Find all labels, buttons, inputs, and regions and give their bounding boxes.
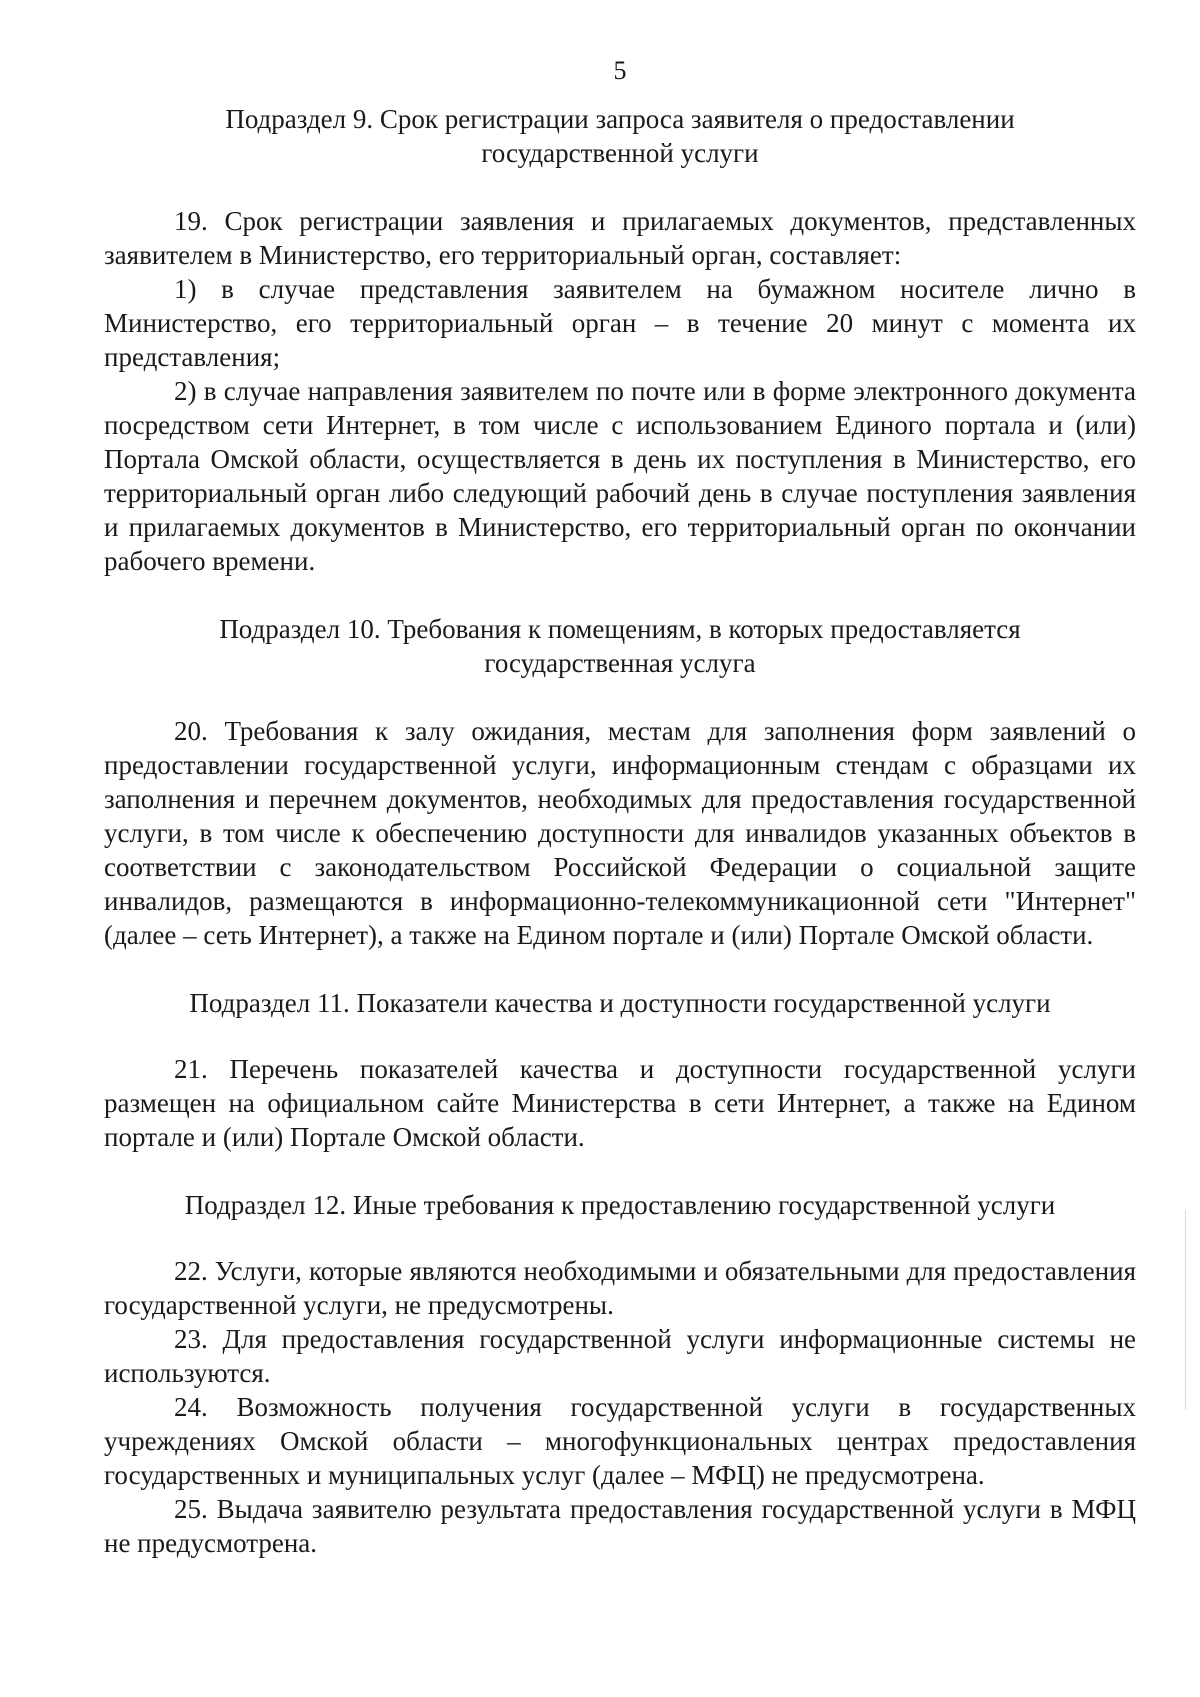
paragraph-21: 21. Перечень показателей качества и доступности государственной услуги размещен на официальном сайте Министерства в сети Интернет, а также на Едином портале и (или) Портале Омской области.	[104, 1054, 1136, 1152]
paragraph-19-item-2: 2) в случае направления заявителем по почте или в форме электронного документа посредством сети Интернет, в том числе с использованием Единого портала и (или) Портала Омской области, осуществляется в день их поступления в Министерство, его территориальный орган либо следующий рабочий день в случае поступления заявления и прилагаемых документов в Министерство, его территориальный орган по окончании рабочего времени.	[104, 376, 1136, 576]
scan-edge-line	[1185, 1210, 1186, 1410]
paragraph-20: 20. Требования к залу ожидания, местам для заполнения форм заявлений о предоставлении государственной услуги, информационным стендам с образцами их заполнения и перечнем документов, необходимых для предоставления государственной услуги, в том числе к обеспечению доступности для инвалидов указанных объектов в соответствии с законодательством Российской Федерации о социальной защите инвалидов, размещаются в информационно-телекоммуникационной сети "Интернет" (далее – сеть Интернет), а также на Едином портале и (или) Портале Омской области.	[104, 716, 1136, 950]
page-number: 5	[613, 56, 627, 85]
paragraph-19-item-1: 1) в случае представления заявителем на бумажном носителе лично в Министерство, его территориальный орган – в течение 20 минут с момента их представления;	[104, 274, 1136, 372]
subsection-heading-11: Подраздел 11. Показатели качества и доступности государственной услуги	[189, 988, 1051, 1018]
paragraph-23: 23. Для предоставления государственной услуги информационные системы не используются.	[104, 1324, 1136, 1388]
subsection-heading-9: Подраздел 9. Срок регистрации запроса заявителя о предоставлении государственной услуги	[225, 104, 1015, 168]
paragraph-25: 25. Выдача заявителю результата предоставления государственной услуги в МФЦ не предусмотрена.	[104, 1494, 1136, 1558]
subsection-heading-12: Подраздел 12. Иные требования к предоставлению государственной услуги	[184, 1190, 1056, 1220]
subsection-heading-10: Подраздел 10. Требования к помещениям, в которых предоставляется государственная услуга	[219, 614, 1021, 678]
paragraph-24: 24. Возможность получения государственной услуги в государственных учреждениях Омской области – многофункциональных центрах предоставления государственных и муниципальных услуг (далее – МФЦ) не предусмотрена.	[104, 1392, 1136, 1490]
document-page	[104, 56, 1136, 1560]
paragraph-19: 19. Срок регистрации заявления и прилагаемых документов, представленных заявителем в Министерство, его территориальный орган, составляет:	[104, 206, 1136, 270]
paragraph-22: 22. Услуги, которые являются необходимыми и обязательными для предоставления государственной услуги, не предусмотрены.	[104, 1256, 1136, 1320]
